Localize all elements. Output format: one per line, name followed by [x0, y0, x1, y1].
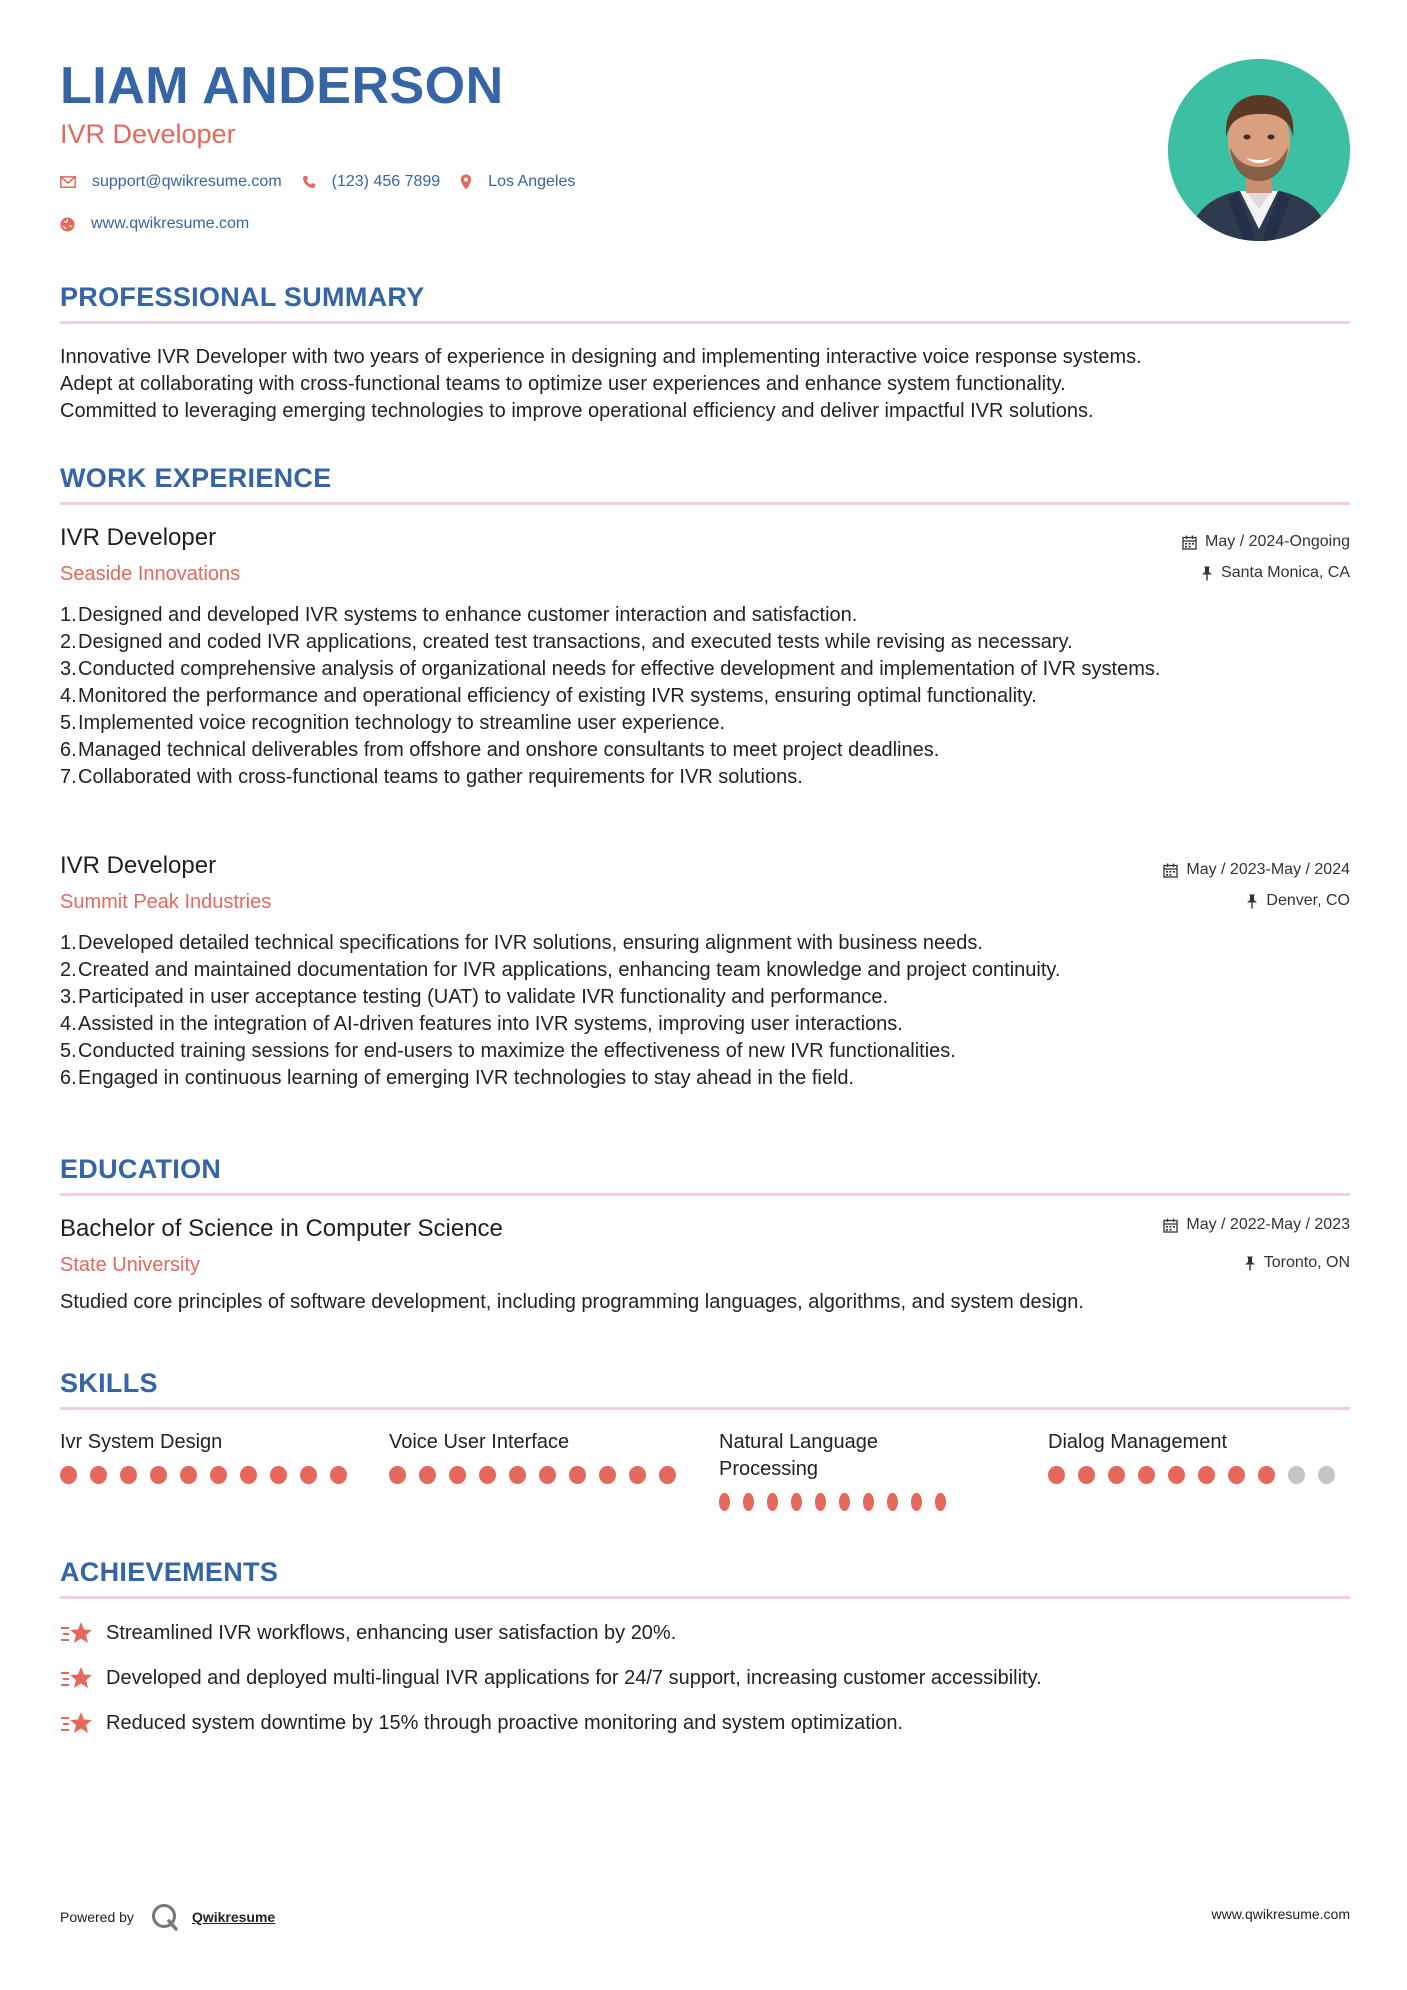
job-bullets [60, 602, 1290, 791]
rating-dot-filled [767, 1493, 778, 1511]
education-location [1244, 1254, 1350, 1272]
job-dates [1163, 861, 1350, 879]
job-location-text: Santa Monica, CA [1221, 564, 1350, 581]
calendar-icon [1182, 535, 1197, 550]
achievement-item [60, 1709, 903, 1737]
list-item: 4. Assisted in the integration of AI-driven features into IVR systems, improving user interactions. [60, 1013, 903, 1035]
skill-rating [1048, 1466, 1348, 1484]
summary-text [60, 344, 1350, 425]
job-title: IVR Developer [60, 524, 217, 551]
skill-name: Ivr System Design [60, 1431, 223, 1453]
location-item [460, 173, 575, 191]
job-location [1201, 564, 1350, 582]
rating-dot-filled [863, 1493, 874, 1511]
list-item: 3. Conducted comprehensive analysis of organizational needs for effective development and implementation of IVR systems. [60, 658, 1161, 680]
section-divider [60, 502, 1350, 505]
company-name: Summit Peak Industries [60, 891, 272, 913]
summary-line: Committed to leveraging emerging technologies to improve operational efficiency and deliver impactful IVR solutions. [60, 400, 1094, 422]
rating-dot-filled [569, 1466, 586, 1484]
skill-name: Dialog Management [1048, 1431, 1227, 1453]
rating-dot-filled [60, 1466, 77, 1484]
company-name: Seaside Innovations [60, 563, 241, 585]
rating-dot-filled [887, 1493, 898, 1511]
rating-dot-filled [479, 1466, 496, 1484]
skill-rating [389, 1466, 689, 1484]
rating-dot-filled [1168, 1466, 1185, 1484]
rating-dot-empty [1288, 1466, 1305, 1484]
globe-icon [60, 217, 75, 232]
phone-icon [302, 175, 316, 189]
skill-name: Natural Language Processing [719, 1431, 879, 1480]
rating-dot-filled [539, 1466, 556, 1484]
section-divider [60, 1596, 1350, 1599]
footer-website[interactable]: www.qwikresume.com [1211, 1906, 1350, 1922]
list-item: 6. Engaged in continuous learning of emerging IVR technologies to stay ahead in the field. [60, 1067, 855, 1089]
rating-dot-filled [1198, 1466, 1215, 1484]
section-title-experience: WORK EXPERIENCE [60, 463, 332, 493]
section-title-summary: PROFESSIONAL SUMMARY [60, 282, 425, 312]
rating-dot-filled [839, 1493, 850, 1511]
rating-dot-filled [629, 1466, 646, 1484]
section-divider [60, 1193, 1350, 1196]
footer-powered-by [60, 1902, 275, 1932]
pushpin-icon [1201, 566, 1213, 581]
rating-dot-filled [330, 1466, 347, 1484]
section-title-skills: SKILLS [60, 1368, 158, 1398]
calendar-icon [1163, 1218, 1178, 1233]
job-dates-text: May / 2024-Ongoing [1205, 533, 1350, 550]
calendar-icon [1163, 863, 1178, 878]
skill-item [1048, 1429, 1348, 1484]
rating-dot-filled [599, 1466, 616, 1484]
rating-dot-filled [743, 1493, 754, 1511]
achievement-text: Developed and deployed multi-lingual IVR applications for 24/7 support, increasing customer accessibility. [106, 1666, 1042, 1689]
rating-dot-filled [419, 1466, 436, 1484]
pushpin-icon [1244, 1256, 1256, 1271]
profile-photo [1168, 59, 1350, 241]
education-description: Studied core principles of software development, including programming languages, algorithms, and system design. [60, 1291, 1084, 1313]
job-location [1246, 892, 1350, 910]
section-divider [60, 1407, 1350, 1410]
rating-dot-filled [270, 1466, 287, 1484]
job-dates-text: May / 2023-May / 2024 [1186, 861, 1350, 878]
summary-line: Adept at collaborating with cross-functional teams to optimize user experiences and enhance system functionality. [60, 373, 1066, 395]
powered-by-label: Powered by [60, 1909, 134, 1925]
skill-item [60, 1429, 360, 1484]
rating-dot-filled [659, 1466, 676, 1484]
rating-dot-filled [1258, 1466, 1275, 1484]
qwikresume-link[interactable]: Qwikresume [191, 1909, 276, 1925]
skill-rating [719, 1493, 959, 1511]
email-item[interactable] [60, 173, 282, 191]
achievement-item [60, 1619, 676, 1647]
list-item: 3. Participated in user acceptance testing (UAT) to validate IVR functionality and performance. [60, 986, 889, 1008]
rating-dot-filled [509, 1466, 526, 1484]
website-item[interactable] [60, 215, 249, 233]
location-text: Los Angeles [488, 173, 576, 190]
rating-dot-filled [90, 1466, 107, 1484]
map-pin-icon [460, 174, 472, 190]
list-item: 2. Created and maintained documentation for IVR applications, enhancing team knowledge and project continuity. [60, 959, 1061, 981]
education-dates-text: May / 2022-May / 2023 [1186, 1216, 1350, 1233]
rating-dot-filled [389, 1466, 406, 1484]
rating-dot-filled [300, 1466, 317, 1484]
website-row [60, 215, 269, 233]
skill-rating [60, 1466, 360, 1484]
rating-dot-filled [1138, 1466, 1155, 1484]
rating-dot-filled [150, 1466, 167, 1484]
job-location-text: Denver, CO [1266, 892, 1350, 909]
qwikresume-logo-icon [150, 1902, 180, 1932]
list-item: 5. Implemented voice recognition technology to streamline user experience. [60, 712, 726, 734]
shooting-star-icon [60, 1709, 94, 1737]
pushpin-icon [1246, 894, 1258, 909]
skill-item [719, 1429, 959, 1511]
job-dates [1182, 533, 1350, 551]
rating-dot-filled [815, 1493, 826, 1511]
section-title-achievements: ACHIEVEMENTS [60, 1557, 279, 1587]
shooting-star-icon [60, 1619, 94, 1647]
achievement-text: Streamlined IVR workflows, enhancing user satisfaction by 20%. [106, 1621, 677, 1644]
list-item: 6. Managed technical deliverables from offshore and onshore consultants to meet project deadlines. [60, 739, 940, 761]
rating-dot-filled [120, 1466, 137, 1484]
summary-line: Innovative IVR Developer with two years of experience in designing and implementing interactive voice response systems. [60, 346, 1142, 368]
rating-dot-filled [240, 1466, 257, 1484]
rating-dot-filled [1228, 1466, 1245, 1484]
skill-item [389, 1429, 689, 1484]
degree-title: Bachelor of Science in Computer Science [60, 1215, 503, 1242]
shooting-star-icon [60, 1664, 94, 1692]
rating-dot-filled [1108, 1466, 1125, 1484]
list-item: 7. Collaborated with cross-functional teams to gather requirements for IVR solutions. [60, 766, 803, 788]
job-bullets [60, 930, 1290, 1092]
skill-name: Voice User Interface [389, 1431, 570, 1453]
school-name: State University [60, 1254, 201, 1276]
email-text[interactable]: support@qwikresume.com [92, 173, 282, 190]
rating-dot-filled [180, 1466, 197, 1484]
education-dates [1163, 1216, 1350, 1234]
education-location-text: Toronto, ON [1263, 1254, 1350, 1271]
candidate-name: LIAM ANDERSON [60, 57, 504, 115]
rating-dot-filled [1078, 1466, 1095, 1484]
envelope-icon [60, 176, 76, 188]
website-text[interactable]: www.qwikresume.com [91, 215, 250, 232]
phone-text[interactable]: (123) 456 7899 [331, 173, 441, 190]
list-item: 1. Developed detailed technical specifications for IVR solutions, ensuring alignment with business needs. [60, 932, 983, 954]
rating-dot-filled [935, 1493, 946, 1511]
achievement-text: Reduced system downtime by 15% through proactive monitoring and system optimization. [106, 1711, 904, 1734]
rating-dot-filled [911, 1493, 922, 1511]
rating-dot-empty [1318, 1466, 1335, 1484]
phone-item[interactable] [302, 173, 441, 191]
rating-dot-filled [210, 1466, 227, 1484]
avatar-illustration [1168, 59, 1350, 241]
section-divider [60, 321, 1350, 324]
candidate-role: IVR Developer [60, 119, 236, 149]
rating-dot-filled [791, 1493, 802, 1511]
rating-dot-filled [719, 1493, 730, 1511]
list-item: 4. Monitored the performance and operational efficiency of existing IVR systems, ensuring optimal functionality. [60, 685, 1037, 707]
list-item: 1. Designed and developed IVR systems to enhance customer interaction and satisfaction. [60, 604, 858, 626]
contact-row [60, 173, 595, 191]
job-title: IVR Developer [60, 852, 217, 879]
list-item: 5. Conducted training sessions for end-users to maximize the effectiveness of new IVR functionalities. [60, 1040, 956, 1062]
achievement-item [60, 1664, 1042, 1692]
list-item: 2. Designed and coded IVR applications, created test transactions, and executed tests while revising as necessary. [60, 631, 1073, 653]
rating-dot-filled [1048, 1466, 1065, 1484]
section-title-education: EDUCATION [60, 1154, 222, 1184]
rating-dot-filled [449, 1466, 466, 1484]
